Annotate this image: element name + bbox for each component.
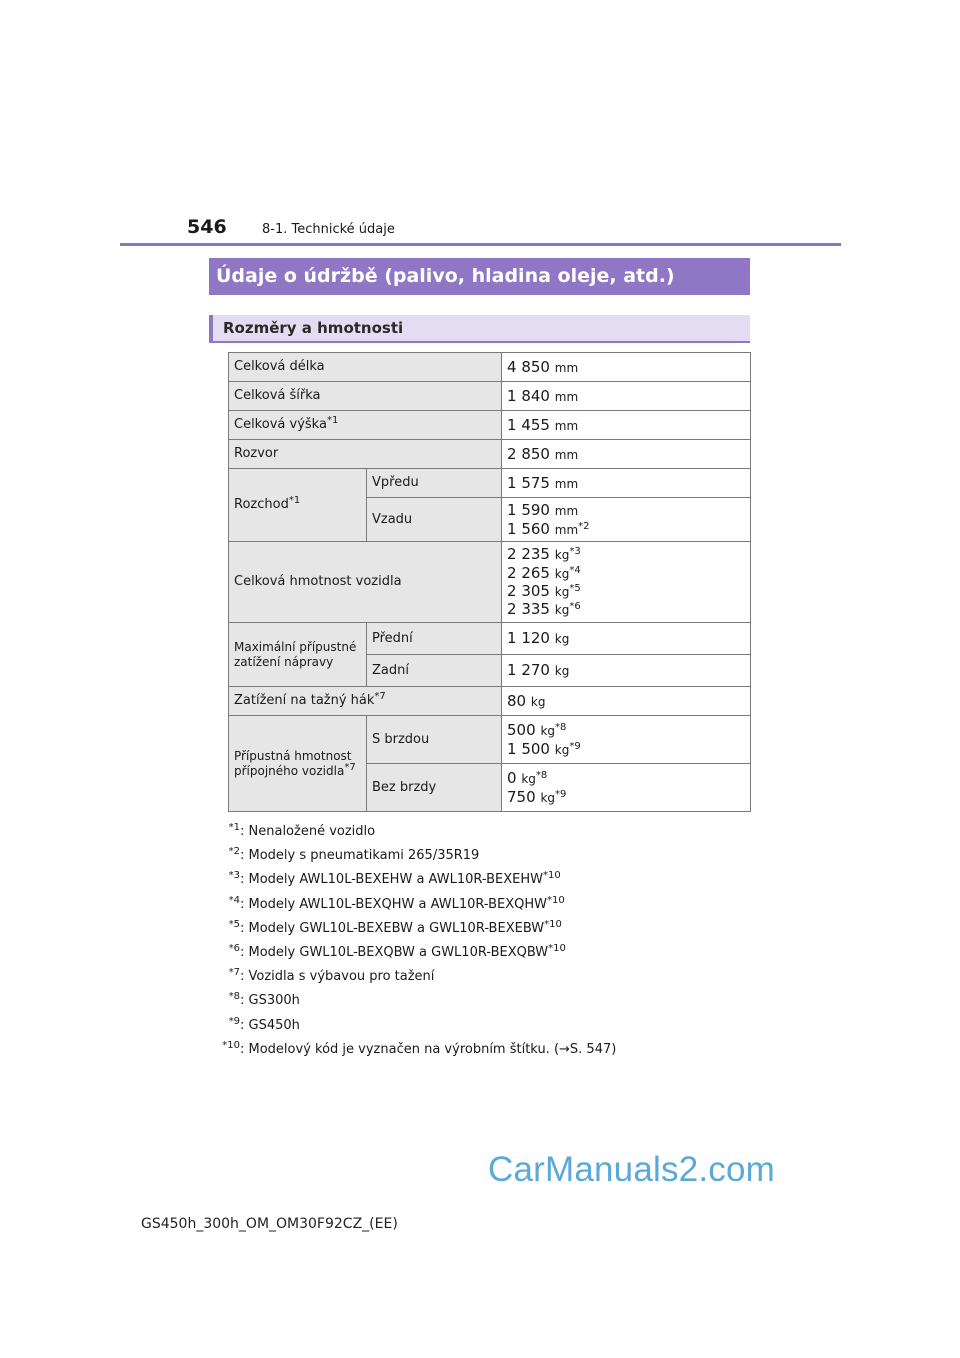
row-label-trailer-braked: S brzdou — [367, 716, 502, 764]
value-trailer-unbraked: 0 $kg^{*8}$ 750 $kg^{*9}$ — [502, 764, 751, 812]
row-label-track: Rozchod$^{*1}$ — [229, 469, 367, 542]
footnote: $^{*5}$: Modely GWL10L-BEXEBW a GWL10R-BEXEBW$^{*10}$ — [228, 918, 562, 936]
value-axle-front: 1 120 kg — [502, 623, 751, 655]
table-row — [229, 716, 751, 764]
table-row — [229, 440, 751, 469]
table-row — [229, 542, 751, 623]
value-overall-length: 4 850 mm — [502, 353, 751, 382]
footnote: $^{*7}$: Vozidla s výbavou pro tažení — [228, 967, 435, 985]
footnote: $^{*6}$: Modely GWL10L-BEXQBW a GWL10R-BEXQBW$^{*10}$ — [228, 942, 566, 960]
value-overall-height: 1 455 mm — [502, 411, 751, 440]
table-row — [229, 353, 751, 382]
row-label-axle-rear: Zadní — [367, 655, 502, 687]
value-gross-weight: 2 235 $kg^{*3}$ 2 265 $kg^{*4}$ 2 305 $kg^{*5}$ 2 335 $kg^{*6}$ — [502, 542, 751, 623]
footnote: $^{*10}$: Modelový kód je vyznačen na výrobním štítku. (→S. 547) — [222, 1039, 617, 1057]
dimensions-table — [228, 352, 751, 812]
row-label-overall-width: Celková šířka — [229, 382, 502, 411]
value-wheelbase: 2 850 mm — [502, 440, 751, 469]
row-label-track-front: Vpředu — [367, 469, 502, 498]
section-label: 8-1. Technické údaje — [262, 222, 395, 237]
page-number: 546 — [187, 216, 227, 238]
value-axle-rear: 1 270 kg — [502, 655, 751, 687]
table-row — [229, 687, 751, 716]
footnote: $^{*3}$: Modely AWL10L-BEXEHW a AWL10R-BEXEHW$^{*10}$ — [228, 870, 561, 888]
value-overall-width: 1 840 mm — [502, 382, 751, 411]
header-rule — [120, 243, 841, 246]
main-heading: Údaje o údržbě (palivo, hladina oleje, atd.) — [209, 258, 750, 295]
sub-heading: Rozměry a hmotnosti — [209, 315, 750, 343]
row-label-axle-capacity: Maximální přípustné zatížení nápravy — [229, 623, 367, 687]
row-label-overall-height: Celková výška$^{*1}$ — [229, 411, 502, 440]
row-label-overall-length: Celková délka — [229, 353, 502, 382]
footnote: $^{*8}$: GS300h — [228, 991, 300, 1009]
row-label-tongue-load: Zatížení na tažný hák$^{*7}$ — [229, 687, 502, 716]
table-row — [229, 469, 751, 498]
row-label-wheelbase: Rozvor — [229, 440, 502, 469]
footnotes — [200, 820, 616, 1062]
row-label-trailer-unbraked: Bez brzdy — [367, 764, 502, 812]
row-label-track-rear: Vzadu — [367, 498, 502, 542]
row-label-axle-front: Přední — [367, 623, 502, 655]
footer-code: GS450h_300h_OM_OM30F92CZ_(EE) — [141, 1216, 398, 1232]
watermark-logo: CarManuals2.com — [488, 1150, 775, 1189]
footnote: $^{*9}$: GS450h — [228, 1015, 300, 1033]
table-row — [229, 411, 751, 440]
value-track-rear: 1 590 mm 1 560 $mm^{*2}$ — [502, 498, 751, 542]
footnote: $^{*2}$: Modely s pneumatikami 265/35R19 — [228, 846, 480, 864]
footnote: $^{*1}$: Nenaložené vozidlo — [228, 822, 376, 839]
table-row — [229, 623, 751, 655]
footnote: $^{*4}$: Modely AWL10L-BEXQHW a AWL10R-BEXQHW$^{*10}$ — [228, 894, 565, 912]
value-trailer-braked: 500 $kg^{*8}$ 1 500 $kg^{*9}$ — [502, 716, 751, 764]
table-row — [229, 382, 751, 411]
row-label-gross-weight: Celková hmotnost vozidla — [229, 542, 502, 623]
value-tongue-load: 80 kg — [502, 687, 751, 716]
row-label-trailer-weight: Přípustná hmotnost přípojného vozidla$^{*7}$ — [229, 716, 367, 812]
value-track-front: 1 575 mm — [502, 469, 751, 498]
